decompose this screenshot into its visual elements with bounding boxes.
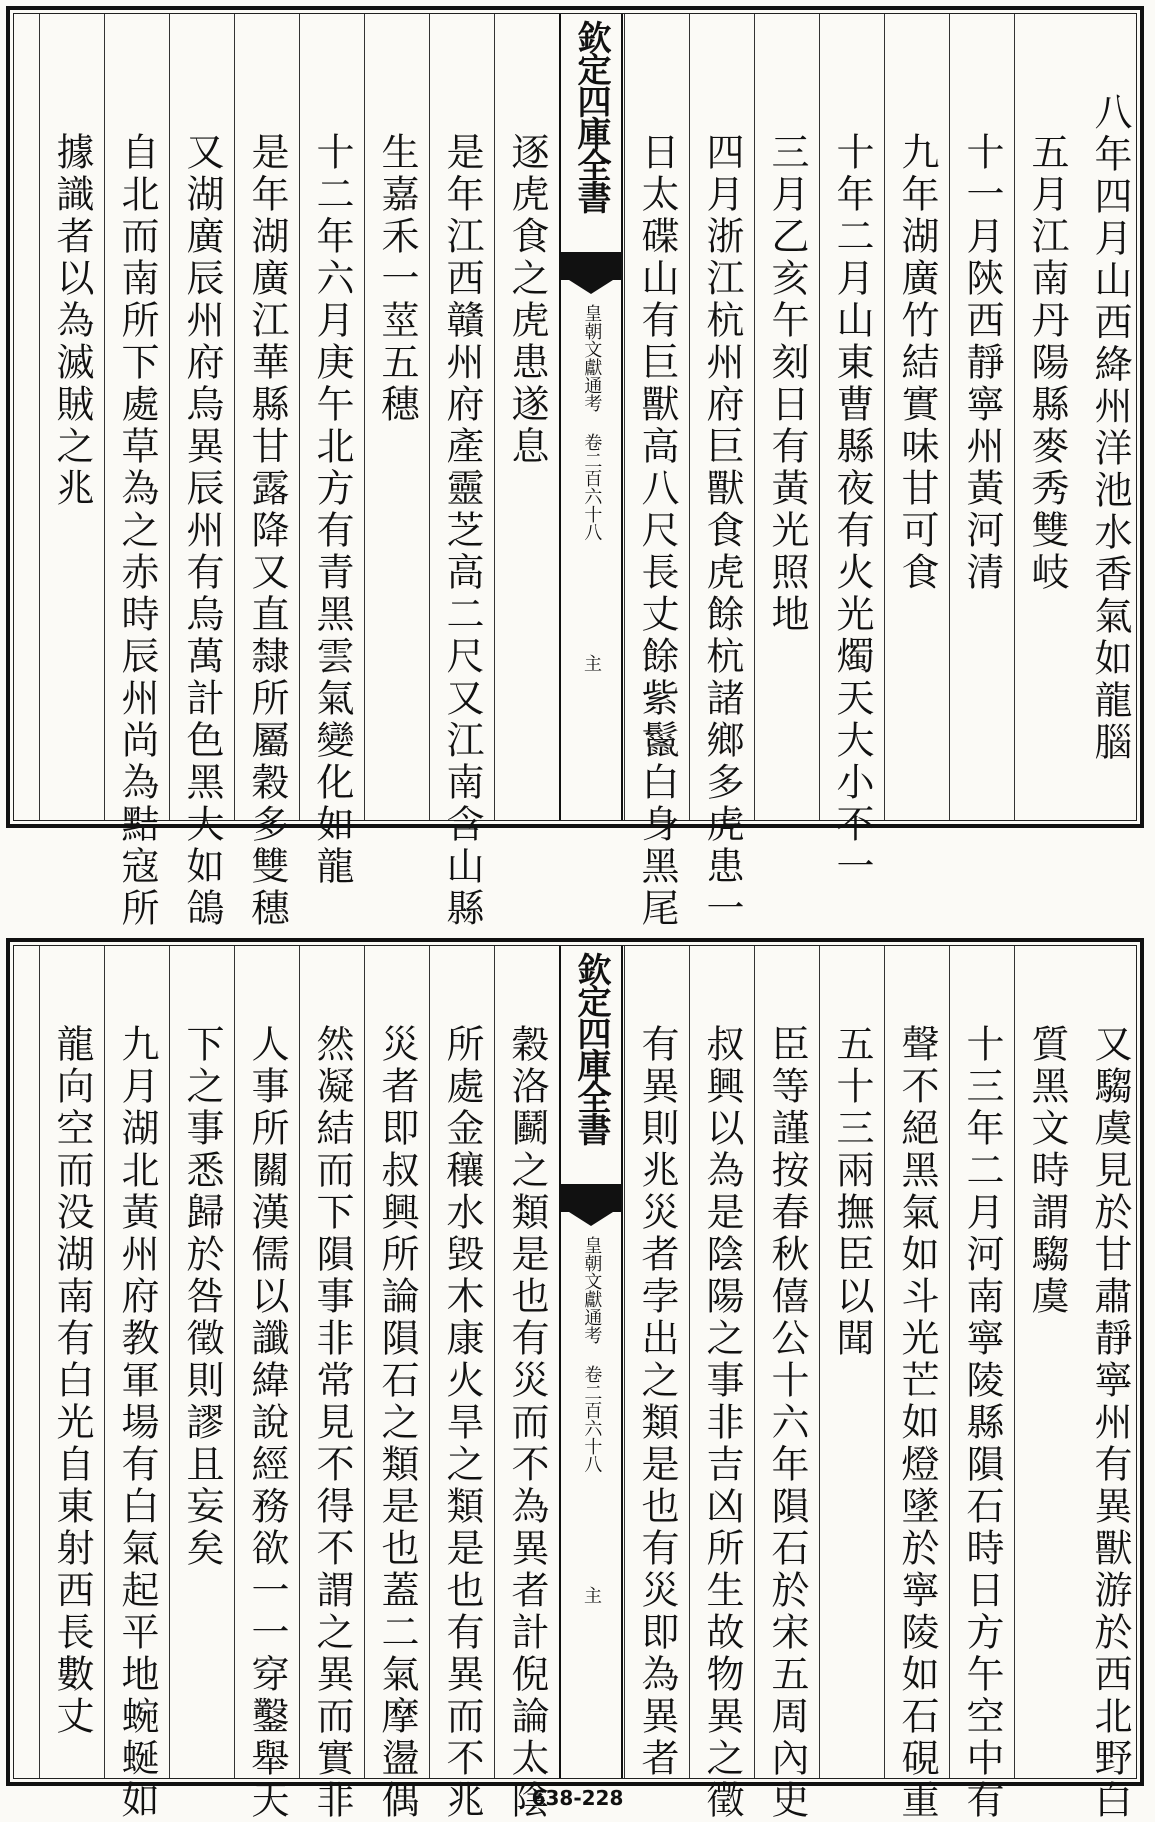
- text-column: [494, 14, 559, 820]
- column-text: 三月乙亥午刻日有黃光照地: [765, 132, 809, 636]
- leaf-number: 主: [581, 654, 602, 672]
- text-column: [819, 14, 884, 888]
- fishtail-mark: [561, 252, 621, 280]
- text-column: [234, 946, 299, 1822]
- column-text: 所處金穰水毀木康火旱之類是也有異而不兆: [440, 1024, 484, 1822]
- text-column: [624, 946, 689, 1778]
- column-text: 又騶虞見於甘肅靜寧州有異獸游於西北野白: [1088, 1024, 1132, 1822]
- column-text: 自北而南所下處草為之赤時辰州尚為黠寇所: [115, 132, 159, 930]
- text-column: [1079, 946, 1141, 1822]
- source-label: 皇朝文獻通考 卷二百六十八: [581, 304, 603, 541]
- text-column: [169, 946, 234, 1778]
- column-text: 十二年六月庚午北方有青黑雲氣變化如龍: [310, 132, 354, 888]
- fishtail-mark: [561, 1184, 621, 1212]
- text-column: [234, 14, 299, 930]
- column-text: 五月江南丹陽縣麥秀雙岐: [1025, 132, 1069, 594]
- text-column: [299, 946, 364, 1822]
- column-text: 據識者以為滅賊之兆: [50, 132, 94, 510]
- text-column: [754, 14, 819, 820]
- text-column: [689, 946, 754, 1822]
- column-text: 八年四月山西絳州洋池水香氣如龍腦: [1088, 92, 1132, 764]
- column-text: 有異則兆災者孛出之類是也有災即為異者: [635, 1024, 679, 1780]
- text-column: [169, 14, 234, 930]
- text-column: [429, 14, 494, 930]
- source-label: 皇朝文獻通考 卷二百六十八: [581, 1236, 603, 1473]
- column-text: 叔興以為是陰陽之事非吉凶所生故物異之徵: [700, 1024, 744, 1822]
- column-text: 龍向空而没湖南有白光自東射西長數丈: [50, 1024, 94, 1738]
- text-column: [689, 14, 754, 930]
- column-text: 人事所關漢儒以讖緯說經務欲一一穿鑿舉天: [245, 1024, 289, 1822]
- text-column: [39, 14, 104, 820]
- text-column: [1014, 946, 1079, 1778]
- book-title: 欽定四庫全書: [571, 20, 611, 212]
- text-column: [819, 946, 884, 1778]
- column-text: 是年江西贛州府產靈芝高二尺又江南含山縣: [440, 132, 484, 930]
- page-panel-top: [6, 6, 1144, 930]
- page-number: 638-228: [531, 1786, 624, 1810]
- column-text: 又湖廣辰州府烏異辰州有烏萬計色黑大如鴿: [180, 132, 224, 930]
- book-title: 欽定四庫全書: [571, 952, 611, 1144]
- column-text: 災者即叔興所論隕石之類是也蓋二氣摩盪偶: [375, 1024, 419, 1822]
- text-column: [39, 946, 104, 1778]
- text-column: [754, 946, 819, 1822]
- column-text: 生嘉禾一莖五穗: [375, 132, 419, 426]
- text-column: [949, 946, 1014, 1822]
- column-text: 九年湖廣竹結實味甘可食: [895, 132, 939, 594]
- text-column: [1014, 14, 1079, 820]
- text-column: [104, 14, 169, 930]
- column-text: 穀洛鬬之類是也有災而不為異者計倪論太陰: [505, 1024, 549, 1822]
- column-text: 臣等謹按春秋僖公十六年隕石於宋五周內史: [765, 1024, 809, 1822]
- column-text: 四月浙江杭州府巨獸食虎餘杭諸鄉多虎患一: [700, 132, 744, 930]
- text-column: [104, 946, 169, 1822]
- text-column: [429, 946, 494, 1822]
- text-column: [364, 946, 429, 1822]
- column-text: 下之事悉歸於咎徵則謬且妄矣: [180, 1024, 224, 1570]
- column-text: 日太碟山有巨獸高八尺長丈餘紫鬣白身黑尾: [635, 132, 679, 930]
- text-column: [299, 14, 364, 888]
- column-text: 然凝結而下隕事非常見不得不謂之異而實非: [310, 1024, 354, 1822]
- column-text: 十年二月山東曹縣夜有火光燭天大小不一: [830, 132, 874, 888]
- column-text: 十三年二月河南寧陵縣隕石時日方午空中有: [960, 1024, 1004, 1822]
- text-column: [884, 14, 949, 820]
- text-column: [884, 946, 949, 1822]
- text-column: [949, 14, 1014, 820]
- center-fold: [559, 946, 623, 1778]
- column-text: 九月湖北黃州府教軍場有白氣起平地蜿蜒如: [115, 1024, 159, 1822]
- column-text: 逐虎食之虎患遂息: [505, 132, 549, 468]
- text-column: [364, 14, 429, 820]
- column-text: 聲不絕黑氣如斗光芒如燈墜於寧陵如石硯重: [895, 1024, 939, 1822]
- text-column: [494, 946, 559, 1822]
- center-fold: [559, 14, 623, 820]
- column-text: 五十三兩撫臣以聞: [830, 1024, 874, 1360]
- column-text: 是年湖廣江華縣甘露降又直隸所屬穀多雙穗: [245, 132, 289, 930]
- text-column: [624, 14, 689, 930]
- text-column: [1079, 14, 1141, 820]
- leaf-number: 主: [581, 1586, 602, 1604]
- column-text: 十一月陝西靜寧州黃河清: [960, 132, 1004, 594]
- column-text: 質黑文時謂騶虞: [1025, 1024, 1069, 1318]
